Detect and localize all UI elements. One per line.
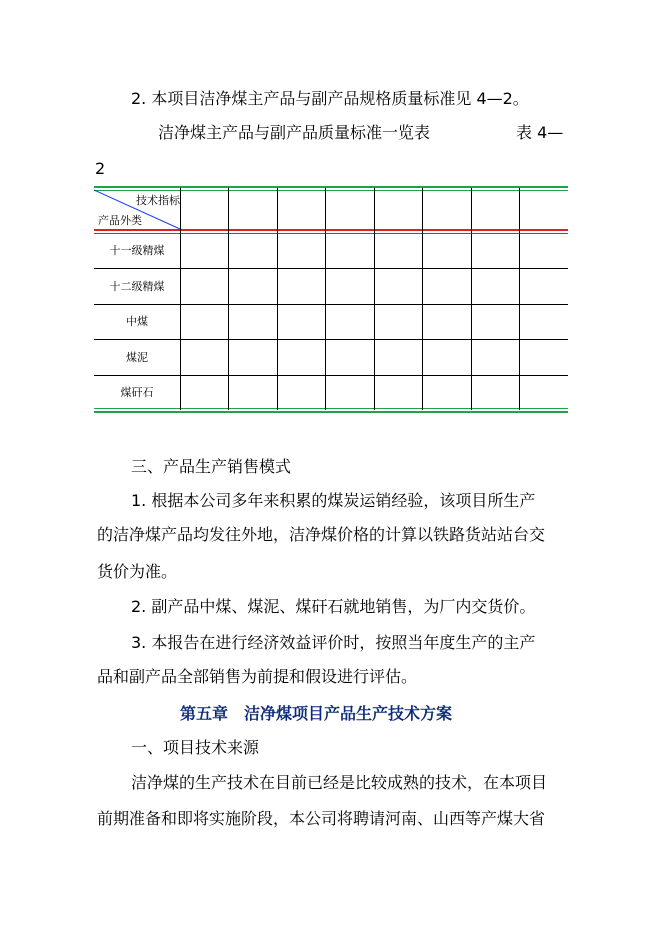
chapter5-p1-line1: 洁净煤的生产技术在目前已经是比较成熟的技术，在本项目 <box>131 773 548 792</box>
row-label: 十一级精煤 <box>109 244 165 257</box>
row-line <box>94 268 568 269</box>
section3-p3-line2: 品和副产品全部销售为前提和假设进行评估。 <box>97 667 418 686</box>
row-line <box>94 304 568 305</box>
col-line <box>325 188 326 410</box>
header-separator-inner <box>94 233 568 234</box>
col-line <box>374 188 375 410</box>
header-tech-indicator: 技术指标 <box>136 194 180 207</box>
section3-p1-line1: 1. 根据本公司多年来积累的煤炭运销经验，该项目所生产 <box>131 491 536 510</box>
table-bottom-border <box>94 411 568 413</box>
col-line <box>422 188 423 410</box>
col-line <box>519 188 520 410</box>
chapter5-p1-line2: 前期准备和即将实施阶段，本公司将聘请河南、山西等产煤大省 <box>97 809 546 828</box>
col-line <box>471 188 472 410</box>
section3-p3-line1: 3. 本报告在进行经济效益评价时，按照当年度生产的主产 <box>131 633 536 652</box>
col-line <box>277 188 278 410</box>
section3-heading: 三、产品生产销售模式 <box>131 457 292 476</box>
row-label: 十二级精煤 <box>109 280 165 293</box>
col-line <box>228 188 229 410</box>
table-ref-a: 表 4— <box>516 123 564 142</box>
quality-standard-table <box>94 186 568 413</box>
row-label: 煤泥 <box>126 351 148 364</box>
table-bottom-border-inner <box>94 408 568 409</box>
section3-p2: 2. 副产品中煤、煤泥、煤矸石就地销售，为厂内交货价。 <box>131 597 536 616</box>
table-caption: 洁净煤主产品与副产品质量标准一览表 <box>158 123 431 142</box>
row-label: 中煤 <box>126 315 148 328</box>
section3-p1-line3: 货价为准。 <box>97 562 178 581</box>
chapter5-title: 第五章 洁净煤项目产品生产技术方案 <box>180 704 453 723</box>
row-line <box>94 375 568 376</box>
chapter5-subheading: 一、项目技术来源 <box>131 738 260 757</box>
header-product-type: 产品外类 <box>98 214 142 227</box>
row-label: 煤矸石 <box>120 386 154 399</box>
table-ref-b: 2 <box>95 159 106 178</box>
row-line <box>94 339 568 340</box>
section3-p1-line2: 的洁净煤产品均发往外地，洁净煤价格的计算以铁路货站站台交 <box>97 525 546 544</box>
intro-item2: 2. 本项目洁净煤主产品与副产品规格质量标准见 4—2。 <box>131 89 529 108</box>
